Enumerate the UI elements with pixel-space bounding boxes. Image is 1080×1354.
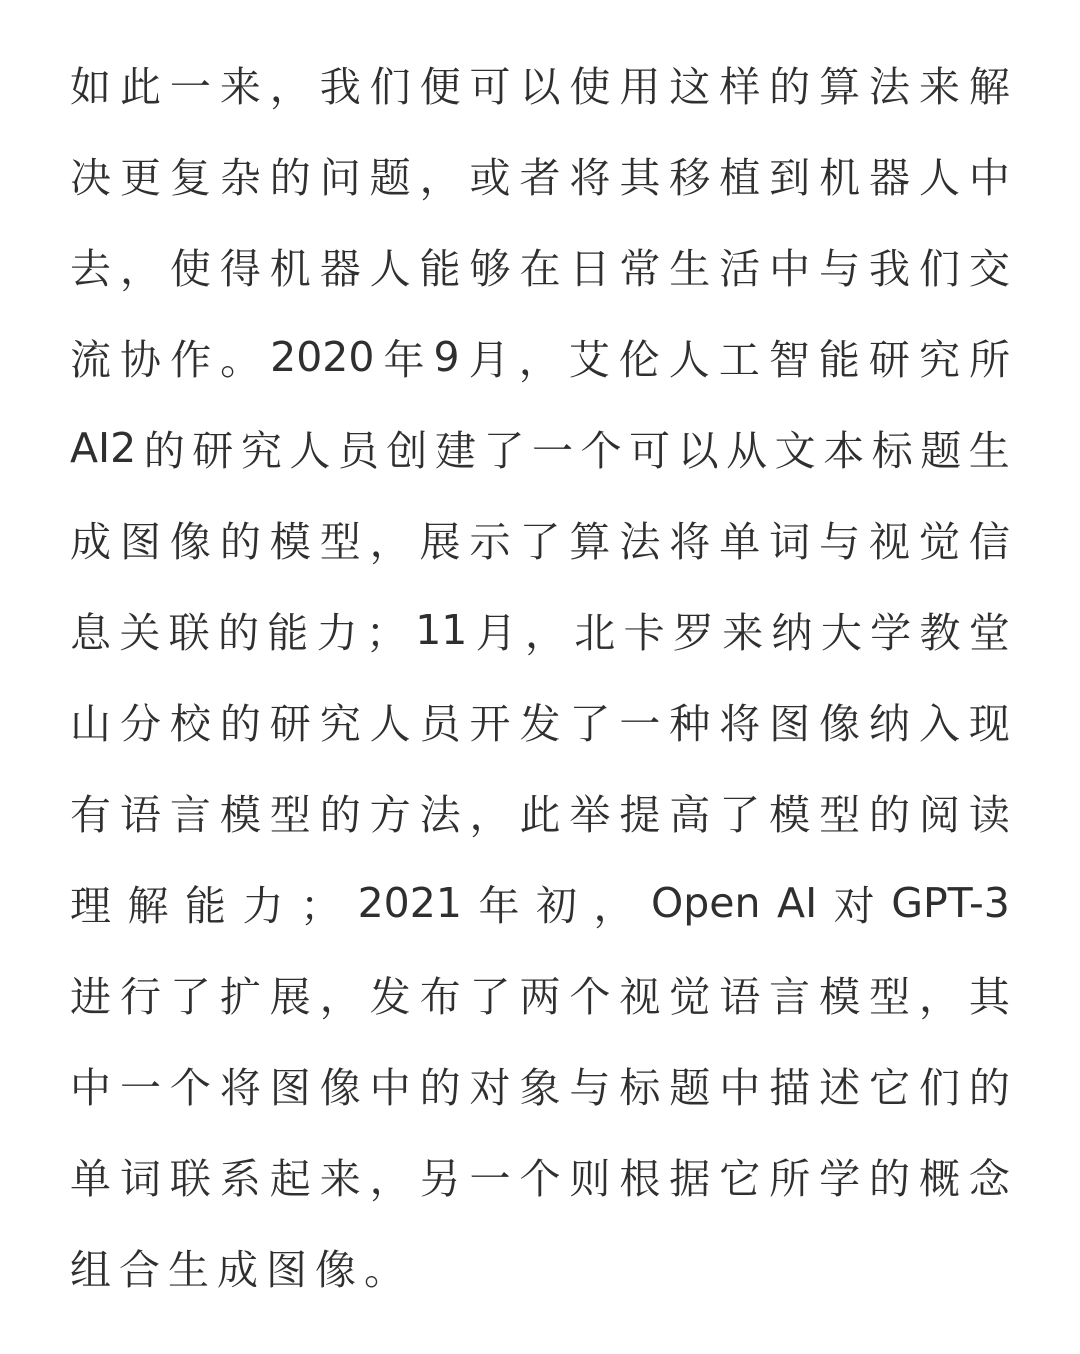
text-line: 如 此 一 来 ， 我 们 便 可 以 使 用 这 样 的 算 法 来 解 [70, 63, 1010, 111]
text-line: 流 协 作 。 2020 年 9 月 ， 艾 伦 人 工 智 能 研 究 所 [70, 332, 1010, 384]
text-line: 去 ， 使 得 机 器 人 能 够 在 日 常 生 活 中 与 我 们 交 [70, 245, 1010, 293]
text-line: 理 解 能 力 ； 2021 年 初 ， Open AI 对 GPT-3 [70, 878, 1010, 930]
text-line: 中 一 个 将 图 像 中 的 对 象 与 标 题 中 描 述 它 们 的 [70, 1064, 1010, 1112]
text-line: 山 分 校 的 研 究 人 员 开 发 了 一 种 将 图 像 纳 入 现 [70, 700, 1010, 748]
text-line: 有 语 言 模 型 的 方 法 ， 此 举 提 高 了 模 型 的 阅 读 [70, 791, 1010, 839]
text-line: 息 关 联 的 能 力 ； 11 月 ， 北 卡 罗 来 纳 大 学 教 堂 [70, 605, 1010, 657]
text-line: AI2 的 研 究 人 员 创 建 了 一 个 可 以 从 文 本 标 题 生 [70, 423, 1010, 475]
text-line: 决 更 复 杂 的 问 题 ， 或 者 将 其 移 植 到 机 器 人 中 [70, 154, 1010, 202]
text-line: 进 行 了 扩 展 ， 发 布 了 两 个 视 觉 语 言 模 型 ， 其 [70, 973, 1010, 1021]
text-line: 成 图 像 的 模 型 ， 展 示 了 算 法 将 单 词 与 视 觉 信 [70, 518, 1010, 566]
text-line: 组合生成图像。 [70, 1246, 413, 1294]
article-body [70, 38, 1010, 1312]
text-line: 单 词 联 系 起 来 ， 另 一 个 则 根 据 它 所 学 的 概 念 [70, 1155, 1010, 1203]
